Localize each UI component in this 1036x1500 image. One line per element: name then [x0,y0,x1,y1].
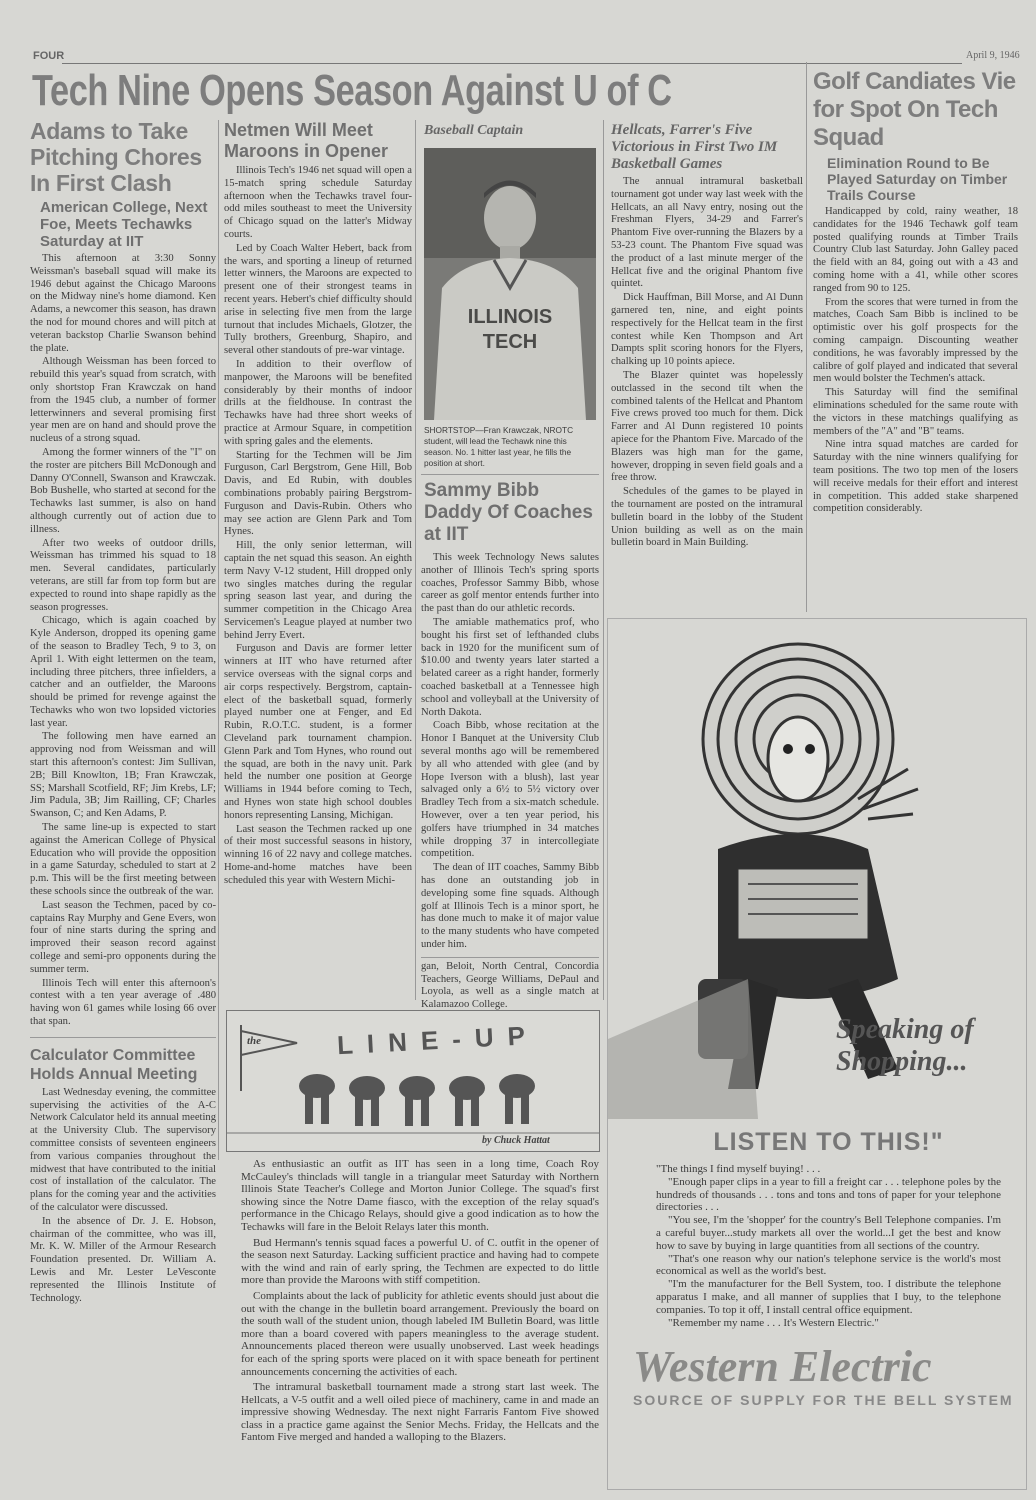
page-number: FOUR [33,50,65,62]
paragraph: Hill, the only senior letterman, will captain the net squad this season. An eighth term Navy V-12 student, Hill dropped only two singles matches during the regular spring season last year, and during the summer competition in the Chicago Area Servicemen's League played at number two behind Jerry Evert. [224,540,412,641]
ad-headline: LISTEN TO THIS!" [713,1128,944,1156]
paragraph: Schedules of the games to be played in the tournament are posted on the intramural bulletin board in the lobby of the Student Union building as well as on the main bulletin board in Main Building. [611,486,803,549]
bibb-article [421,480,599,952]
paragraph: In addition to their overflow of manpower, the Maroons will be benefited considerably by their months of indoor drills at the fieldhouse. In contrast the Techawks have had three short weeks of practice at Armour Square, in competition with spring gales and the elements. [224,358,412,447]
banner-the: the [247,1035,262,1047]
article-body [241,1158,599,1444]
netmen-article [224,120,412,889]
column-one [30,118,216,1306]
paragraph: "That's one reason why our nation's telephone service is the world's most economical as well as the world's best. [656,1252,1001,1278]
divider [421,957,599,958]
paragraph: Last Wednesday evening, the committee supervising the activities of the A-C Network Calculator held its annual meeting at the University Club. The supervisory committee consists of seventeen engineers from various companies throughout the midwest that have contributed to the initial cost of installation of the calculator. The plans for the coming year and the activities of the calculator were discussed. [30,1086,216,1213]
captain-photo [424,148,596,420]
column-rule [415,120,416,1000]
column-three [421,122,599,1012]
article-body [224,165,412,888]
paragraph: Bud Hermann's tennis squad faces a powerful U. of C. outfit in the opener of the season next Saturday. Lacking sufficient practice and having had to compete with the wind and rain of early spring, the Techmen are expected to do little more than provide the Maroons with stiff competition. [241,1236,599,1287]
paragraph: This week Technology News salutes another of Illinois Tech's spring sports coaches, Professor Sammy Bibb, whose career as golf mentor entends further into the past than do our athletic records. [421,552,599,615]
ad-copy [633,1127,1014,1409]
paragraph: The Blazer quintet was hopelessly outclassed in the second tilt when the combined talents of the Hellcat and Phantom Five crews proved too much for them. Dick Farrer and Al Dunn registered 10 points apiece for the Phantom Five. Marcado of the Blazers was high man for the game, however, dropping in seven field goals and a free throw. [611,369,803,484]
article-headline: Hellcats, Farrer's Five Victorious in First Two IM Basketball Games [611,122,778,172]
photo-label: Baseball Captain [424,123,524,138]
golf-article [813,68,1018,517]
paragraph: Last season the Techmen, paced by co-captains Ray Murphy and Gene Evers, won four of nine starts during the spring and improved their season record against college and semi-pro opponents during the summer term. [30,899,216,975]
issue-date: April 9, 1946 [966,50,1020,61]
netmen-continuation: gan, Beloit, North Central, Concordia Teachers, George Williams, DePaul and Loyola, as well as a single match at Kalamazoo College. [421,960,599,1011]
hellcats-article [611,122,803,551]
paragraph: The same line-up is expected to start against the American College of Physical Education who will provide the opposition in a game Saturday, scheduled to start at 2 p.m. This will be the first meeting between these schools since the outbreak of the war. [30,822,216,898]
paragraph: "The things I find myself buying! . . . [656,1163,821,1175]
paragraph: Last season the Techmen racked up one of their most successful seasons in history, winning 16 of 22 navy and college matches. Home-and-home matches have been scheduled this year with Western Michi- [224,823,412,886]
player-photo-icon [424,148,596,420]
article-body [421,552,599,952]
western-electric-ad [607,618,1027,1490]
paragraph: This Saturday will find the semifinal eliminations scheduled for the same route with the victors in these matchings qualifying as members of the "A" and "B" teams. [813,387,1018,437]
column-rule [218,120,219,1160]
article-body [611,176,803,550]
photo-caption: SHORTSTOP—Fran Krawczak, NROTC student, will lead the Techawk nine this season. No. 1 hitter last year, he fills the position at short. [424,425,574,468]
paragraph: Handicapped by cold, rainy weather, 18 candidates for the 1946 Techawk golf team posted qualifying rounds at Timber Trails Country Club last Saturday. John Galley paced the field with an 84, going out with a 43 and coming home with a 41, while other scores ranged from 90 to 125. [813,206,1018,294]
paragraph: Complaints about the lack of publicity for athletic events should just about die out with the change in the bulletin board arrangement. Previously the board on the south wall of the student union, though labeled IM Bulletin Board, was little more than a board covered with papers meaningless to the average student. Announcements placed thereon were usually unobserved. Last week headings for each of the spring sports were placed on it with space beneath for pertinent announcements concerning the activities of each. [241,1289,599,1378]
column-rule [806,62,807,612]
paragraph: Starting for the Techmen will be Jim Furguson, Carl Bergstrom, Gene Hill, Bob Davis, and Ed Rubin, with doubles combinations probably pairing Bergstrom-Furguson and Davis-Rubin. Others who may see action are Glenn Park and Tom Hynes. [224,449,412,538]
article-headline: Golf Candiates Vie for Spot On Tech Squad [813,68,1016,151]
paragraph: Although Weissman has been forced to rebuild this year's squad from scratch, with only shortstop Fran Krawczak on hand from the 1945 club, a number of former letterwinners and several promising first year men are on hand and should prove the nucleus of a strong squad. [30,356,216,445]
banner-title: LINE-UP [336,1019,540,1061]
adams-article [30,118,216,1029]
paragraph: "Remember my name . . . It's Western Electric." [668,1316,879,1329]
paragraph: As enthusiastic an outfit as IIT has seen in a long time, Coach Roy McCauley's thinclads will tangle in a triangular meet Saturday with Northern Illinois State Teacher's College and Morton Junior College. The squad's first showing since the Notre Dame fiasco, with the exception of the relay squad's performance in the Chicago Relays, should give a good indication as to how the Techawks will fare in the Beloit Relays later this month. [241,1158,599,1233]
paragraph: The annual intramural basketball tournament got under way last week with the Hellcats, an all Navy entry, nosing out the Freshman Flyers, 34-29 and Farrer's Phantom Five over-running the Blazers by a 53-23 count. The Phantom Five squad was the product of a last minute merger of the Hellcat five and the original Phantom five quintet. [611,176,803,290]
paragraph: The following men have earned an approving nod from Weissman and will start this afternoon's contest: Jim Sullivan, 2B; Bill Knowlton, 1B; Fran Krawczak, SS; Marshall Scotfield, RF; Jim Krebs, LF; Jim Padula, 3B; Jim Railling, CF; Charles Swanson, C; and Ken Adams, P. [30,731,216,820]
svg-text:TECH: TECH [482,331,538,353]
paragraph: Led by Coach Walter Hebert, back from the wars, and sporting a lineup of returned letter winners, the Maroons are expected to present one of their strongest teams in recent years. Hebert's chief difficulty should arise in selecting five men from the large turnout that includes Michaels, Glotzer, the Tully brothers, Greenburg, Shapiro, and several other standouts of pre-war vintage. [224,242,412,357]
paragraph: Among the former winners of the "I" on the roster are pitchers Bill McDonough and Danny O'Connell, Swanson and Krawczak. Bob Bushelle, who started at second for the Techawks last summer, is also on hand although currently out of action due to illness. [30,446,216,535]
article-body [30,1087,216,1306]
article-body [813,206,1018,516]
ad-tagline: SOURCE OF SUPPLY FOR THE BELL SYSTEM [633,1392,1014,1409]
ad-brand-logo: Western Electric [633,1342,932,1392]
paragraph: "I'm the manufacturer for the Bell System, too. I distribute the telephone apparatus I make, and all manner of supplies that I buy, to the telephone companies. To top it off, I install central office equipment. [656,1278,1001,1316]
article-headline: Adams to Take Pitching Chores In First Clash [30,118,202,196]
paragraph: "Enough paper clips in a year to fill a freight car . . . telephone poles by the hundreds of thousands . . . tons and tons and tons of paper for your telephone directories . . . [656,1175,1001,1214]
article-headline: Calculator Committee Holds Annual Meeting [30,1046,198,1083]
paragraph: The dean of IIT coaches, Sammy Bibb has done an outstanding job in developing some fine squads. Although golf at Illinois Tech is a minor sport, he has done much to make it of major value to the many students who have competed under him. [421,862,599,950]
paragraph: The amiable mathematics prof, who bought his first set of lefthanded clubs back in 1920 for the munificent sum of $10.00 and twenty years later started a belated career as a right hander, formerly coached basketball at a Tennessee high school and volleyball at the University of North Dakota. [421,616,599,718]
paragraph: Illinois Tech will enter this afternoon's contest with a ten year average of .480 having won 61 games while losing 66 over that span. [30,977,216,1028]
paragraph: In the absence of Dr. J. E. Hobson, chairman of the committee, who was ill, Mr. K. W. Miller of the Armour Research Foundation presented. Dr. William A. Lewis and Mr. Lester LeVesconte represented the Illinois Institute of Technology. [30,1215,216,1304]
main-headline: Tech Nine Opens Season Against U of C [32,66,672,115]
ad-body [656,1163,1001,1329]
paragraph: Chicago, which is again coached by Kyle Anderson, dropped its opening game of the season to Bradley Tech, 9 to 3, on April 1. With eight lettermen on the team, including three pitchers, three infielders, a catcher and an outfielder, the Maroons should be primed for revenge against the Techawks who won two lopsided victories last year. [30,615,216,729]
column-byline: by Chuck Hattat [482,1135,550,1146]
paragraph: After two weeks of outdoor drills, Weissman has trimmed his squad to 18 men. Several candidates, particularly veterans, are still far from top form but are expected to round into shape rapidly as the season progresses. [30,537,216,613]
paragraph: Illinois Tech's 1946 net squad will open a 15-match spring schedule Saturday afternoon when the Techawks travel four-odd miles southeast to meet the University of Chicago squad on the latter's Midway courts. [224,165,412,240]
article-body [30,253,216,1029]
article-headline: Netmen Will Meet Maroons in Opener [224,120,389,161]
paragraph: "You see, I'm the 'shopper' for the country's Bell Telephone companies. I'm a careful buyer...study markets all over the world...I get the best and know how to save by buying in large quantities from all sections of the country. [656,1214,1001,1252]
paragraph: This afternoon at 3:30 Sonny Weissman's baseball squad will make its 1946 debut against the Chicago Maroons on the Midway nine's home diamond. Ken Adams, a newcomer this season, has drawn the nod for mound chores and will pitch at veteran backstop Charlie Swanson behind the plate. [30,253,216,354]
paragraph: From the scores that were turned in from the matches, Coach Sam Bibb is inclined to be optimistic over his golf prospects for the coming campaign. Discounting weather conditions, he was favorably impressed by the calibre of golf played and indicated that several men would bolster the Techmen's attack. [813,296,1018,385]
lineup-column [241,1158,599,1445]
ad-script-headline: Speaking of Shopping... [836,1014,974,1077]
paragraph: Dick Hauffman, Bill Morse, and Al Dunn garnered ten, nine, and eight points respectively for the Hellcat team in the first contest while Ken Thompson and Art Dampts split scoring honors for the Flyers, chalking up 10 points apiece. [611,292,803,368]
svg-text:ILLINOIS: ILLINOIS [467,306,553,328]
lineup-banner [226,1010,600,1152]
paragraph: Furguson and Davis are former letter winners at IIT who have returned after service overseas with the signal corps and air corps respectively. Bergstrom, captain-elect of the basketball squad, formerly played number one at Fenger, and Ed Rubin, R.O.T.C. student, is a former Cleveland park tournament champion. Glenn Park and Tom Hynes, who round out the squad, are both in the navy unit. Park held the number one position at George Williams in 1944 before coming to Tech, and Hynes won state high school doubles honors representing Lansing, Michigan. [224,643,412,821]
article-subhead: Elimination Round to Be Played Saturday on Timber Trails Course [827,155,1008,203]
calculator-article [30,1046,216,1306]
article-headline: Sammy Bibb Daddy Of Coaches at IIT [424,480,593,545]
column-rule [603,120,604,1000]
paragraph: The intramural basketball tournament made a strong start last week. The Hellcats, a V-5 outfit and a well oiled piece of machinery, came in and made an impressive showing Wednesday. The next night Farraris Fantom Five showed class in a practice game against the Senior Mechs. Friday, the Hellcats and the Fantom Five merged and handed a walloping to the Blazers. [241,1381,599,1444]
paragraph: Nine intra squad matches are carded for Saturday with the nine winners qualifying for team positions. The two top men of the losers will receive medals for their effort and interest in competition. This added stake sharpened competition considerably. [813,439,1018,515]
paragraph: Coach Bibb, whose recitation at the Honor I Banquet at the University Club several months ago will be remembered by all who attended with glee (and by Hope Iverson with a blush), last year salvaged only a 6½ to 5½ victory over Bradley Tech from a six-match schedule. However, over a ten year period, his golfers have triumphed in 34 matches while dropping 37 in intercollegiate competition. [421,720,599,860]
header-rule [62,63,962,64]
divider [421,474,599,475]
divider [30,1037,216,1038]
article-subhead: American College, Next Foe, Meets Techawks Saturday at IIT [40,199,208,250]
